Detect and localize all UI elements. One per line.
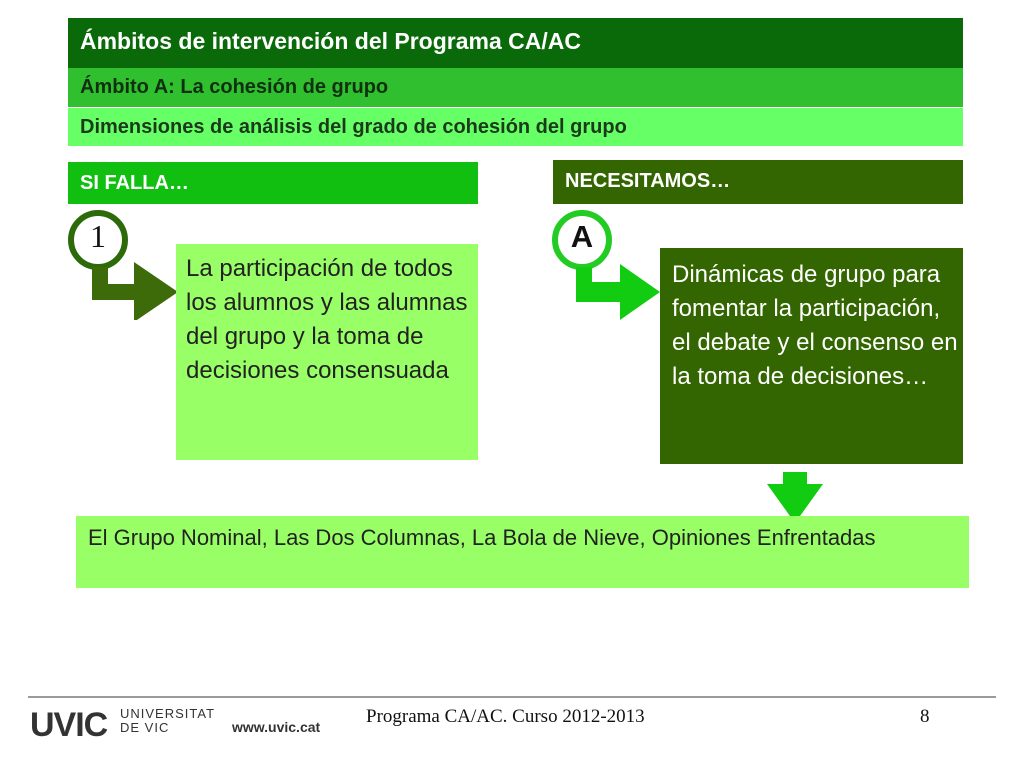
slide-subtitle: Ámbito A: La cohesión de grupo: [68, 68, 963, 107]
footer-divider: [28, 696, 996, 698]
left-column-header: SI FALLA…: [68, 162, 478, 204]
page-number: 8: [920, 706, 930, 727]
examples-box: El Grupo Nominal, Las Dos Columnas, La Bola de Nieve, Opiniones Enfrentadas: [76, 516, 969, 588]
slide-title: Ámbitos de intervención del Programa CA/AC: [68, 18, 963, 68]
university-name: [120, 707, 215, 735]
right-marker-letter: A: [570, 219, 594, 254]
university-name-line2: DE VIC: [120, 720, 170, 735]
left-marker-number: 1: [90, 218, 106, 254]
uvic-logo: UVIC: [30, 706, 108, 744]
website-link[interactable]: www.uvic.cat: [232, 719, 321, 735]
footer-course: Programa CA/AC. Curso 2012-2013: [366, 706, 645, 727]
left-problem-box: La participación de todos los alumnos y las alumnas del grupo y la toma de decisiones consensuada: [176, 244, 478, 460]
right-column-header: NECESITAMOS…: [553, 160, 963, 204]
slide-subheading: Dimensiones de análisis del grado de cohesión del grupo: [68, 108, 963, 146]
university-name-line1: UNIVERSITAT: [120, 706, 216, 721]
right-solution-box: Dinámicas de grupo para fomentar la participación, el debate y el consenso en la toma de decisiones…: [660, 248, 963, 464]
